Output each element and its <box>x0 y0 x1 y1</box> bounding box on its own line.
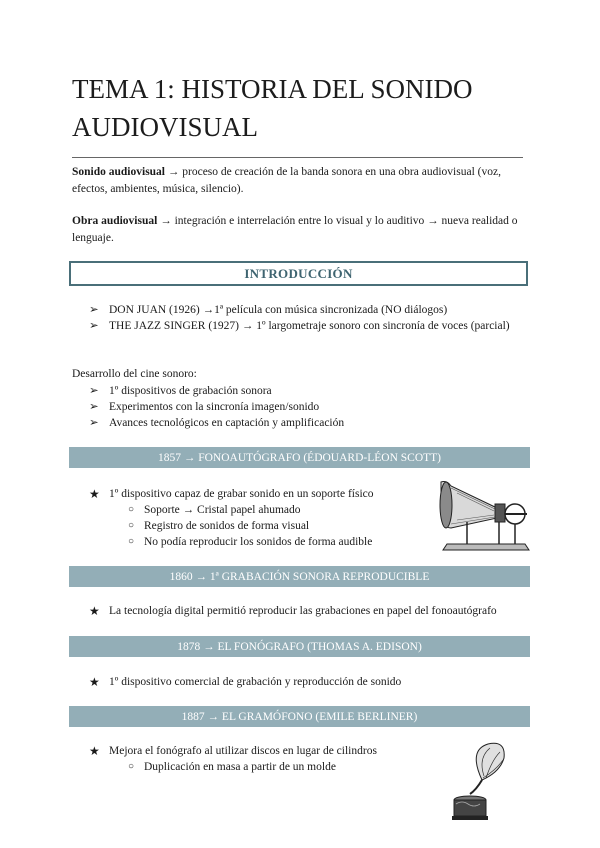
intro-heading: INTRODUCCIÓN <box>69 261 528 286</box>
definition-sonido <box>72 164 527 198</box>
section-band-fonoautografo: 1857 → FONOAUTÓGRAFO (ÉDOUARD-LÉON SCOTT) <box>69 447 530 468</box>
list-item: ○ Duplicación en masa a partir de un molde <box>128 761 336 773</box>
list-item: ★ 1º dispositivo capaz de grabar sonido en un soporte físico <box>89 487 374 501</box>
star-bullet-icon: ★ <box>89 675 100 689</box>
list-item: ★ La tecnología digital permitió reproducir las grabaciones en papel del fonoautógrafo <box>89 604 497 618</box>
list-item: ★ 1º dispositivo comercial de grabación y reproducción de sonido <box>89 675 402 689</box>
definition-term: Sonido audiovisual <box>72 166 166 178</box>
star-bullet-icon: ★ <box>89 487 100 501</box>
fonoautografo-list <box>89 486 429 502</box>
list-item: ➢ Avances tecnológicos en captación y amplificación <box>89 417 345 429</box>
development-list <box>89 383 529 431</box>
fonoautografo-sublist <box>128 502 428 550</box>
gramofono-list <box>89 743 429 759</box>
arrow-bullet-icon: ➢ <box>89 320 99 332</box>
list-item: ○ Soporte → Cristal papel ahumado <box>128 504 301 516</box>
development-label: Desarrollo del cine sonoro: <box>72 368 197 380</box>
list-item: ➢ Experimentos con la sincronía imagen/sonido <box>89 401 320 413</box>
section-band-gramofono: 1887 → EL GRAMÓFONO (EMILE BERLINER) <box>69 706 530 727</box>
definition-text: → proceso de creación de la banda sonora en una obra audiovisual (voz, efectos, ambientes, música, silencio). <box>72 166 501 195</box>
grabacion-list <box>89 603 539 619</box>
circle-bullet-icon: ○ <box>128 536 135 547</box>
title-divider <box>72 157 523 158</box>
circle-bullet-icon: ○ <box>128 761 135 772</box>
gramophone-illustration <box>448 740 508 824</box>
circle-bullet-icon: ○ <box>128 504 135 515</box>
films-list <box>89 302 529 334</box>
definition-term: Obra audiovisual <box>72 215 158 227</box>
arrow-bullet-icon: ➢ <box>89 417 99 429</box>
arrow-bullet-icon: ➢ <box>89 385 99 397</box>
star-bullet-icon: ★ <box>89 604 100 618</box>
fonografo-list <box>89 674 529 690</box>
list-item: ○ Registro de sonidos de forma visual <box>128 520 310 532</box>
definition-obra <box>72 213 527 247</box>
gramofono-sublist <box>128 759 428 775</box>
list-item: ➢ 1º dispositivos de grabación sonora <box>89 385 272 397</box>
section-band-grabacion: 1860 → 1ª GRABACIÓN SONORA REPRODUCIBLE <box>69 566 530 587</box>
arrow-bullet-icon: ➢ <box>89 401 99 413</box>
arrow-bullet-icon: ➢ <box>89 304 99 316</box>
list-item: ➢ THE JAZZ SINGER (1927) → 1º largometraje sonoro con sincronía de voces (parcial) <box>89 320 510 332</box>
list-item: ★ Mejora el fonógrafo al utilizar discos en lugar de cilindros <box>89 744 377 758</box>
list-item: ○ No podía reproducir los sonidos de forma audible <box>128 536 373 548</box>
page-title: TEMA 1: HISTORIA DEL SONIDO AUDIOVISUAL <box>72 74 473 142</box>
phonautograph-illustration <box>437 478 532 558</box>
definition-text: → integración e interrelación entre lo visual y lo auditivo → nueva realidad o lenguaje. <box>72 215 518 244</box>
section-band-fonografo: 1878 → EL FONÓGRAFO (THOMAS A. EDISON) <box>69 636 530 657</box>
list-item: ➢ DON JUAN (1926) →1ª película con música sincronizada (NO diálogos) <box>89 304 448 316</box>
star-bullet-icon: ★ <box>89 744 100 758</box>
circle-bullet-icon: ○ <box>128 520 135 531</box>
